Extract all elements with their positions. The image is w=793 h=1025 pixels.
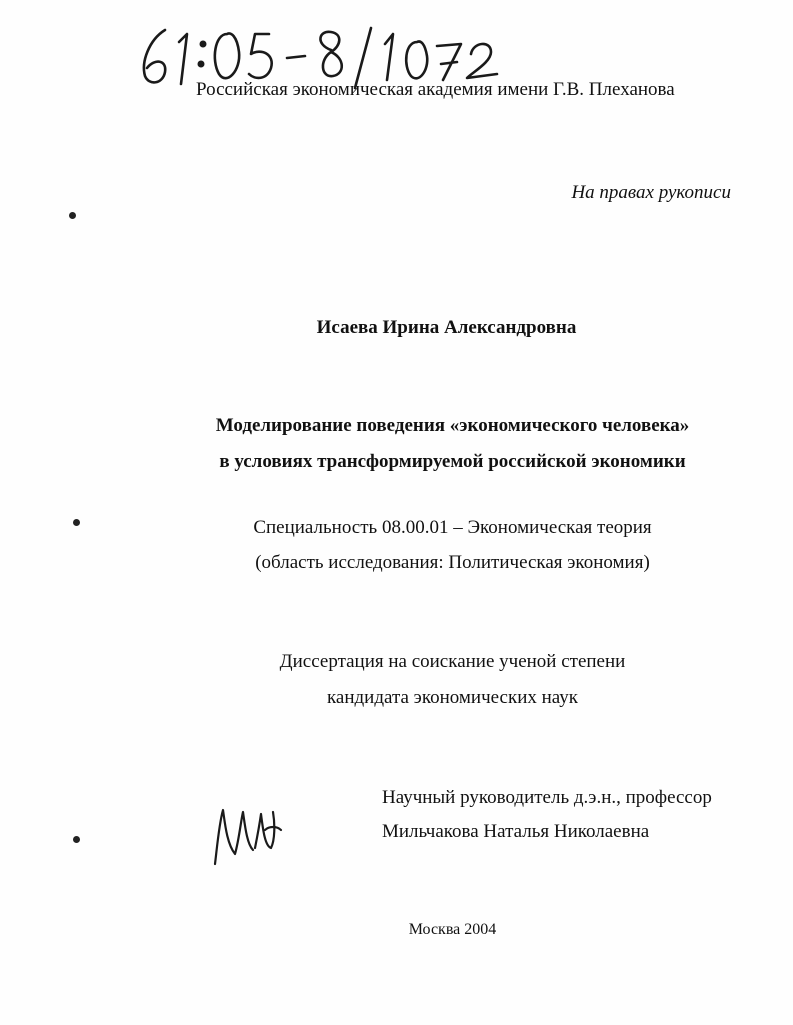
specialty-line: Специальность 08.00.01 – Экономическая теория xyxy=(253,517,652,538)
dissertation-title-line-2: в условиях трансформируемой российской экономики xyxy=(219,451,686,472)
degree-statement-line-1: Диссертация на соискание ученой степени xyxy=(279,651,626,672)
institution-name: Российская экономическая академия имени Г.В. Плеханова xyxy=(196,79,675,100)
manuscript-rights-note: На правах рукописи xyxy=(571,182,731,203)
degree-statement-line-2: кандидата экономических наук xyxy=(326,687,579,708)
author-name: Исаева Ирина Александровна xyxy=(316,317,577,338)
signature-mark xyxy=(205,800,285,870)
supervisor-title: Научный руководитель д.э.н., профессор xyxy=(382,787,712,808)
scan-artifact-dot xyxy=(69,212,76,219)
city-and-year: Москва 2004 xyxy=(408,921,497,938)
dissertation-title-line-1: Моделирование поведения «экономического человека» xyxy=(215,415,690,436)
supervisor-name: Мильчакова Наталья Николаевна xyxy=(382,821,650,842)
research-area-line: (область исследования: Политическая экономия) xyxy=(255,552,650,573)
scan-artifact-dot xyxy=(73,836,80,843)
